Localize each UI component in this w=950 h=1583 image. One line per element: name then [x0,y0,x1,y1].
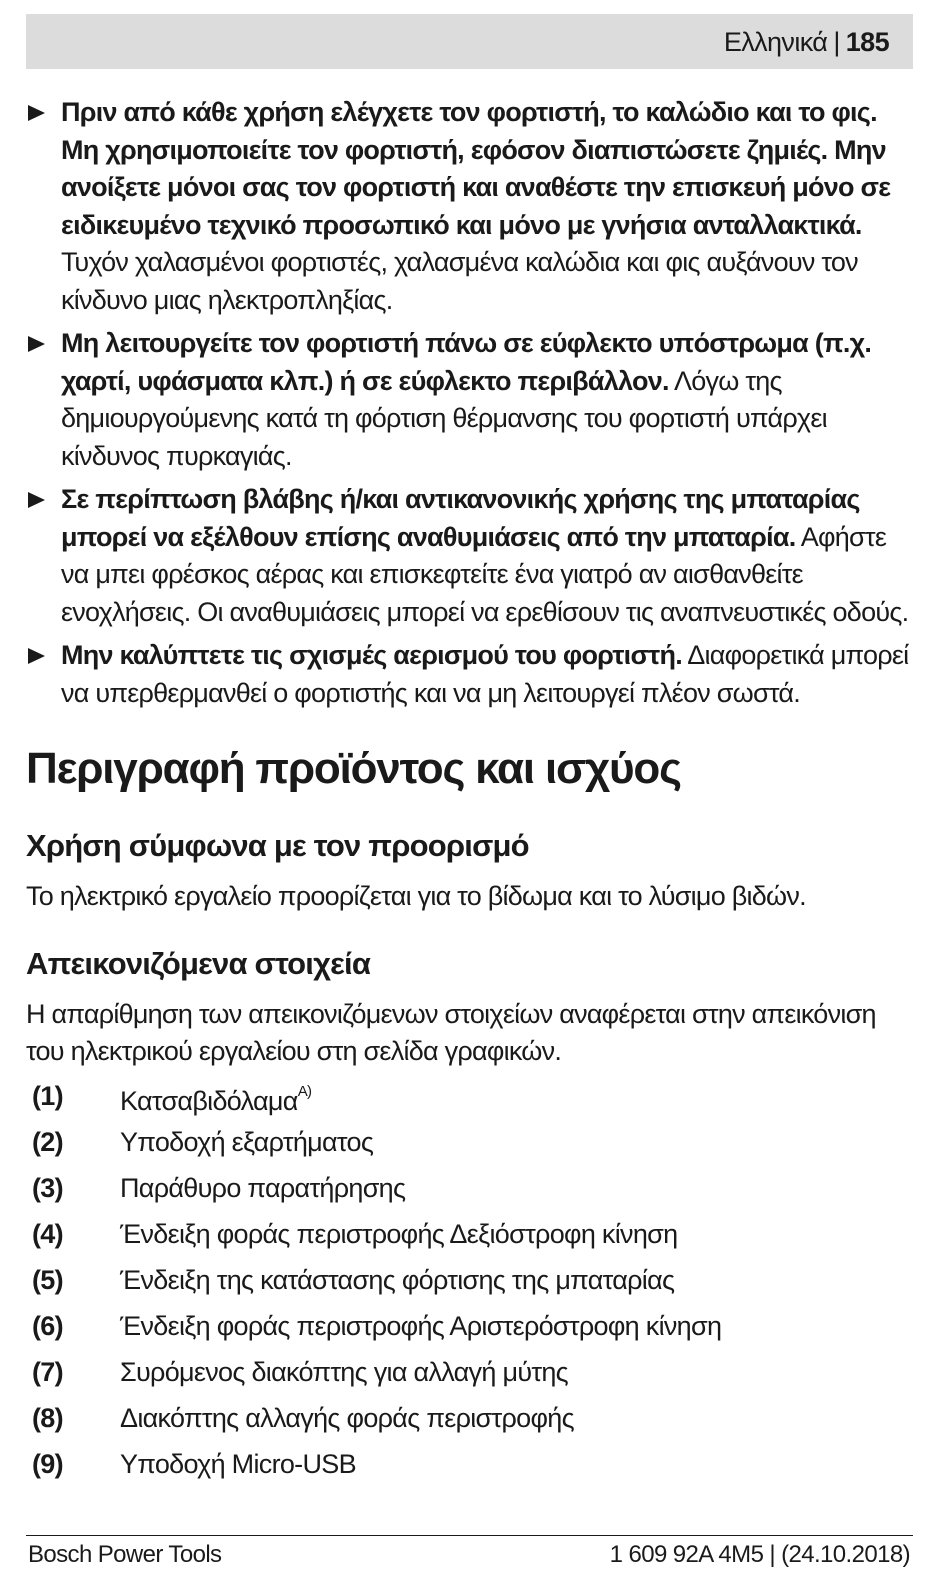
item-number: (9) [32,1449,63,1479]
safety-bullet [26,637,916,712]
list-item [32,1214,892,1260]
item-label: Κατσαβιδόλαμα$^{A)}$ [120,1083,312,1116]
item-label: Συρόμενος διακόπτης για αλλαγή μύτης [120,1357,568,1387]
safety-bullet [26,481,916,631]
footnote-marker: A) [297,1083,312,1100]
safety-bullet [26,94,916,319]
item-number: (2) [32,1127,63,1157]
intended-use-heading: Χρήση σύμφωνα με τον προορισμό [26,828,529,863]
list-item [32,1260,892,1306]
list-item [32,1122,892,1168]
item-number: (7) [32,1357,63,1387]
list-item [32,1398,892,1444]
bullet-bold-text: Πριν από κάθε χρήση ελέγχετε τον φορτιστή, το καλώδιο και το φις. Μη χρησιμοποιείτε τον φορτιστή, εφόσον διαπιστώσετε ζημιές. Μην ανοίξετε μόνοι σας τον φορτιστή και αναθέστε την επισκευή μόνο σε ειδικευμένο τεχνικό προσωπικό και μόνο με γνήσια ανταλλακτικά. [61,97,891,240]
footer-brand: Bosch Power Tools [28,1541,222,1568]
triangle-bullet-icon [28,336,45,352]
bullet-bold-text: Σε περίπτωση βλάβης ή/και αντικανονικής χρήσης της μπαταρίας μπορεί να εξέλθουν επίσης αναθυμιάσεις από την μπαταρία. [61,484,860,552]
item-label: Ένδειξη φοράς περιστροφής Αριστερόστροφη κίνηση [120,1311,722,1341]
bullet-text: Λόγω της δημιουργούμενης κατά τη φόρτιση θέρμανσης του φορτιστή υπάρχει κίνδυνος πυρκαγιάς. [61,365,827,471]
list-item [32,1444,892,1490]
item-label: Υποδοχή εξαρτήματος [120,1127,374,1157]
header-language: Ελληνικά [723,27,828,57]
item-number: (8) [32,1403,63,1433]
item-number: (4) [32,1219,63,1249]
item-number: (6) [32,1311,63,1341]
triangle-bullet-icon [28,105,45,121]
bullet-bold-text: Μη λειτουργείτε τον φορτιστή πάνω σε εύφλεκτο υπόστρωμα (π.χ. χαρτί, υφάσματα κλπ.) ή σε εύφλεκτο περιβάλλον. [61,328,872,396]
triangle-bullet-icon [28,492,45,508]
bullet-text: Τυχόν χαλασμένοι φορτιστές, χαλασμένα καλώδια και φις αυξάνουν τον κίνδυνο μιας ηλεκτροπληξίας. [61,247,858,315]
page-number: 185 [845,27,889,57]
section-title: Περιγραφή προϊόντος και ισχύος [26,744,681,793]
list-item [32,1306,892,1352]
bullet-bold-text: Μην καλύπτετε τις σχισμές αερισμού του φορτιστή. [61,640,682,670]
safety-bullets [26,94,916,718]
list-item [32,1168,892,1214]
components-heading: Απεικονιζόμενα στοιχεία [26,946,371,981]
header-text [724,26,889,58]
list-item [32,1076,892,1122]
header-separator: | [833,27,840,57]
item-label: Διακόπτης αλλαγής φοράς περιστροφής [120,1403,574,1433]
footer-document-id: 1 609 92A 4M5 | (24.10.2018) [609,1541,910,1568]
bullet-text: Διαφορετικά μπορεί να υπερθερμανθεί ο φορτιστής και να μη λειτουργεί πλέον σωστά. [61,640,909,708]
safety-bullet [26,325,916,475]
item-label: Παράθυρο παρατήρησης [120,1173,406,1203]
components-list [32,1076,892,1490]
triangle-bullet-icon [28,648,45,664]
components-intro: Η απαρίθμηση των απεικονιζόμενων στοιχείων αναφέρεται στην απεικόνιση του ηλεκτρικού εργαλείου στη σελίδα γραφικών. [26,999,876,1066]
footer-divider [26,1535,913,1536]
intended-use-text: Το ηλεκτρικό εργαλείο προορίζεται για το βίδωμα και το λύσιμο βιδών. [26,881,806,911]
item-number: (5) [32,1265,63,1295]
list-item [32,1352,892,1398]
item-label: Υποδοχή Micro-USB [120,1449,356,1479]
item-number: (3) [32,1173,63,1203]
bullet-text: Αφήστε να μπει φρέσκος αέρας και επισκεφτείτε ένα γιατρό αν αισθανθείτε ενοχλήσεις. Οι αναθυμιάσεις μπορεί να ερεθίσουν τις αναπνευστικές οδούς. [61,521,909,627]
item-label: Ένδειξη φοράς περιστροφής Δεξιόστροφη κίνηση [120,1219,678,1249]
item-number: (1) [32,1081,63,1111]
item-label: Ένδειξη της κατάστασης φόρτισης της μπαταρίας [120,1265,675,1295]
page-header [26,14,913,69]
